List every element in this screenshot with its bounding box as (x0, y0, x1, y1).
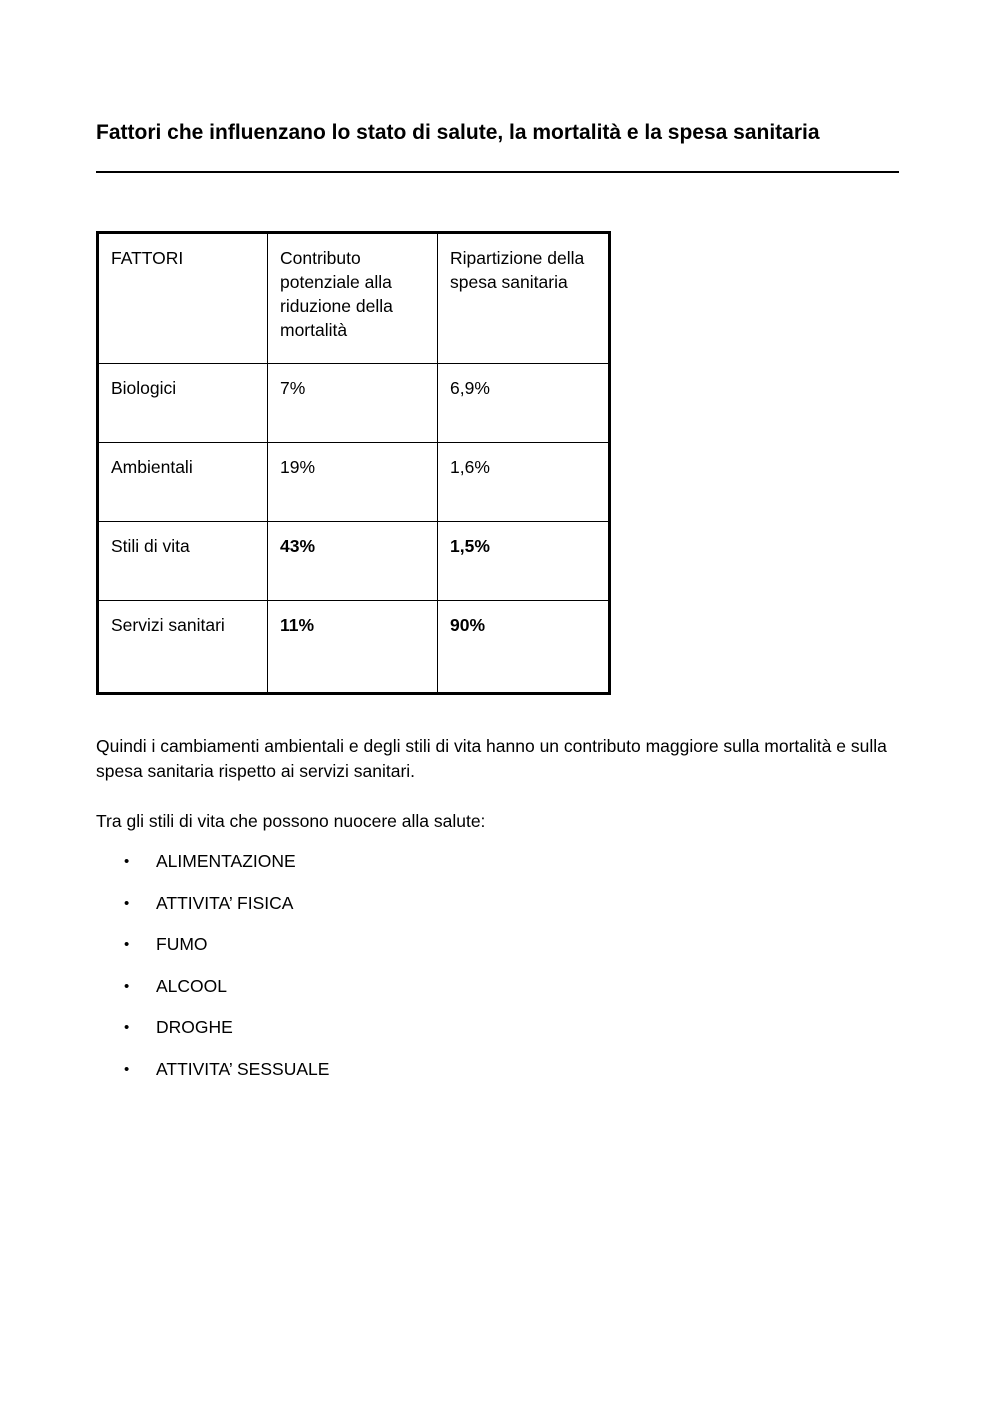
factor-cell: Biologici (98, 364, 268, 443)
mortality-cell: 11% (268, 601, 438, 694)
list-item-text: ATTIVITA’ SESSUALE (156, 1058, 330, 1079)
title-underline (96, 171, 899, 173)
table-row (98, 522, 610, 601)
factor-cell: Ambientali (98, 443, 268, 522)
bullet-icon: • (124, 1060, 130, 1078)
summary-paragraph: Quindi i cambiamenti ambientali e degli stili di vita hanno un contributo maggiore sulla mortalità e sulla spesa sanitaria rispetto ai servizi sanitari. (96, 736, 887, 781)
mortality-cell: 7% (268, 364, 438, 443)
mortality-cell: 19% (268, 443, 438, 522)
bullet-icon: • (124, 977, 130, 995)
spending-cell: 90% (438, 601, 610, 694)
header-cell-factors: FATTORI (98, 233, 268, 364)
bullet-icon: • (124, 1019, 130, 1036)
spending-cell: 6,9% (438, 364, 610, 443)
list-item-text: ALCOOL (156, 975, 227, 996)
page-title: Fattori che influenzano lo stato di salute, la mortalità e la spesa sanitaria (96, 121, 820, 144)
table-header-row (98, 233, 610, 364)
mortality-cell: 43% (268, 522, 438, 601)
table-row (98, 364, 610, 443)
table-row (98, 443, 610, 522)
bullet-icon: • (124, 936, 130, 953)
factor-cell: Servizi sanitari (98, 601, 268, 694)
table-row (98, 601, 610, 694)
header-cell-spending: Ripartizione della spesa sanitaria (438, 233, 610, 364)
bullet-icon: • (124, 853, 130, 870)
factor-cell: Stili di vita (98, 522, 268, 601)
list-item-text: FUMO (156, 934, 208, 954)
factors-table (96, 231, 611, 695)
list-item-text: ATTIVITA’ FISICA (156, 892, 294, 913)
list-item-text: ALIMENTAZIONE (156, 851, 296, 871)
list-intro: Tra gli stili di vita che possono nuocere alla salute: (96, 811, 486, 831)
bullet-icon: • (124, 894, 130, 912)
spending-cell: 1,5% (438, 522, 610, 601)
header-cell-mortality: Contributo potenziale alla riduzione della mortalità (268, 233, 438, 364)
list-item-text: DROGHE (156, 1017, 233, 1037)
spending-cell: 1,6% (438, 443, 610, 522)
